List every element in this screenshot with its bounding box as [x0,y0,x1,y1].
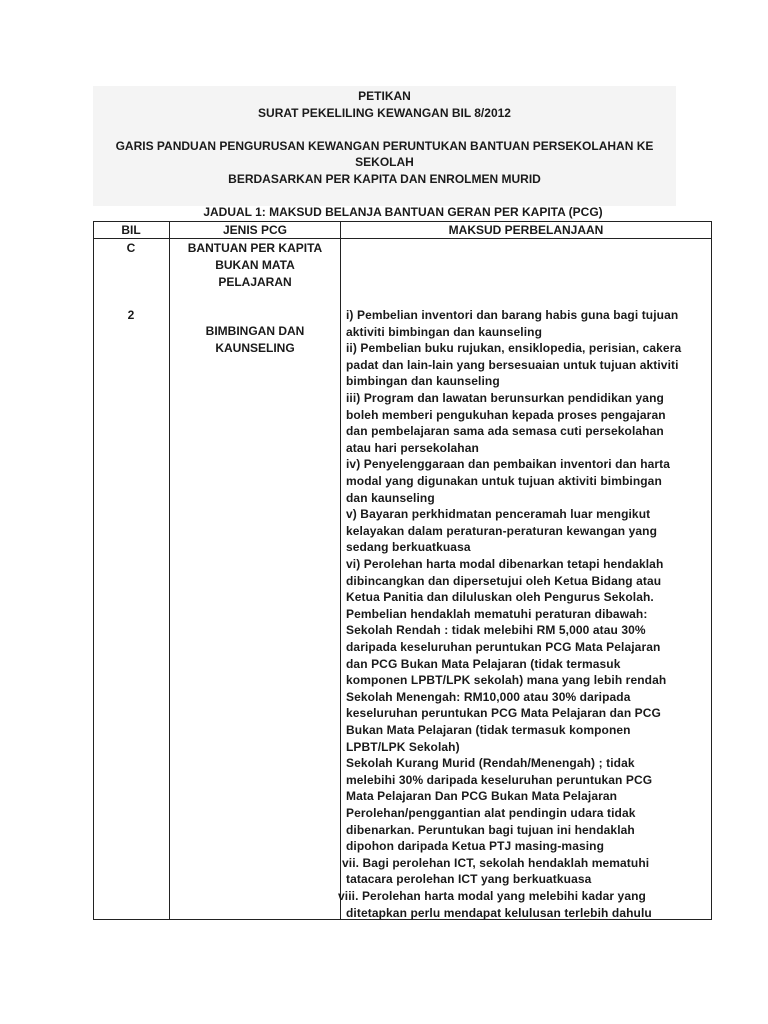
maksud-line: dipohon daripada Ketua PTJ masing-masing [346,839,605,854]
table-border-right [711,221,712,920]
maksud-line: dan kaunseling [346,490,435,505]
row-c-jenis-line1: BANTUAN PER KAPITA [187,241,323,255]
table-border-left [93,221,94,920]
row-c-jenis-line3: PELAJARAN [218,275,292,289]
row-2-jenis-line1: BIMBINGAN DAN [205,324,305,338]
maksud-line: dan pembelajaran sama ada semasa cuti persekolahan [346,424,664,439]
maksud-line: komponen LPBT/LPK sekolah) mana yang lebih rendah [346,673,667,688]
maksud-line: viii. Perolehan harta modal yang melebihi kadar yang [338,889,646,903]
maksud-line: boleh memberi pengukuhan kepada proses pengajaran [346,407,666,422]
table-header-divider [93,238,712,239]
table-border-top [93,221,712,222]
maksud-line: daripada keseluruhan peruntukan PCG Mata Pelajaran [346,640,661,654]
maksud-line: v) Bayaran perkhidmatan penceramah luar mengikut [346,507,651,522]
maksud-line: LPBT/LPK Sekolah) [346,739,460,754]
maksud-line: keseluruhan peruntukan PCG Mata Pelajaran dan PCG [346,706,661,721]
maksud-line: melebihi 30% daripada keseluruhan peruntukan PCG [346,772,653,787]
maksud-line: Mata Pelajaran Dan PCG Bukan Mata Pelajaran [346,789,618,804]
maksud-line: bimbingan dan kaunseling [346,374,500,389]
maksud-line: vii. Bagi perolehan ICT, sekolah hendaklah mematuhi [342,855,650,870]
maksud-line: Ketua Panitia dan diluluskan oleh Pengurus Sekolah. [346,590,654,605]
doc-heading-guideline-cont: SEKOLAH [355,155,414,169]
doc-heading-petikan: PETIKAN [358,89,411,103]
column-divider-2 [340,221,341,920]
column-header-bil: BIL [121,223,141,237]
table-title: JADUAL 1: MAKSUD BELANJA BANTUAN GERAN PER KAPITA (PCG) [203,205,603,219]
maksud-line: kelayakan dalam peraturan-peraturan kewangan yang [346,523,658,538]
row-c-bil: C [126,241,136,255]
maksud-line: dibincangkan dan dipersetujui oleh Ketua Bidang atau [346,573,662,588]
maksud-line: padat dan lain-lain yang bersesuaian untuk tujuan aktiviti [346,357,679,372]
maksud-line: Sekolah Rendah : tidak melebihi RM 5,000 atau 30% [346,623,646,638]
maksud-line: Sekolah Kurang Murid (Rendah/Menengah) ; tidak [346,756,635,771]
doc-heading-guideline: GARIS PANDUAN PENGURUSAN KEWANGAN PERUNTUKAN BANTUAN PERSEKOLAHAN KE [115,139,654,153]
maksud-line: iii) Program dan lawatan berunsurkan pendidikan yang [346,391,664,405]
doc-heading-basis: BERDASARKAN PER KAPITA DAN ENROLMEN MURID [228,172,541,186]
maksud-line: ii) Pembelian buku rujukan, ensiklopedia, perisian, cakera [346,341,682,356]
maksud-line: Bukan Mata Pelajaran (tidak termasuk komponen [346,723,631,737]
maksud-line: dibenarkan. Peruntukan bagi tujuan ini hendaklah [346,822,635,837]
maksud-line: sedang berkuatkuasa [346,540,471,555]
maksud-line: i) Pembelian inventori dan barang habis guna bagi tujuan [346,308,679,322]
maksud-line: Sekolah Menengah: RM10,000 atau 30% daripada [346,689,631,704]
maksud-line: atau hari persekolahan [346,440,479,455]
maksud-line: aktiviti bimbingan dan kaunseling [346,324,542,339]
maksud-line: ditetapkan perlu mendapat kelulusan terlebih dahulu [346,905,652,920]
maksud-line: Pembelian hendaklah mematuhi peraturan dibawah: [346,606,648,621]
maksud-line: iv) Penyelenggaraan dan pembaikan inventori dan harta [346,457,671,472]
maksud-line: vi) Perolehan harta modal dibenarkan tetapi hendaklah [346,557,664,571]
row-2-bil: 2 [127,308,135,322]
column-header-jenis: JENIS PCG [222,223,288,237]
row-2-jenis-line2: KAUNSELING [215,341,295,355]
row-c-jenis-line2: BUKAN MATA [215,258,295,272]
column-header-maksud: MAKSUD PERBELANJAAN [448,223,604,237]
maksud-line: tatacara perolehan ICT yang berkuatkuasa [346,872,592,887]
doc-heading-circular: SURAT PEKELILING KEWANGAN BIL 8/2012 [258,106,511,120]
maksud-line: modal yang digunakan untuk tujuan aktiviti bimbingan [346,474,662,488]
maksud-line: dan PCG Bukan Mata Pelajaran (tidak termasuk [346,656,621,671]
maksud-line: Perolehan/penggantian alat pendingin udara tidak [346,806,636,820]
